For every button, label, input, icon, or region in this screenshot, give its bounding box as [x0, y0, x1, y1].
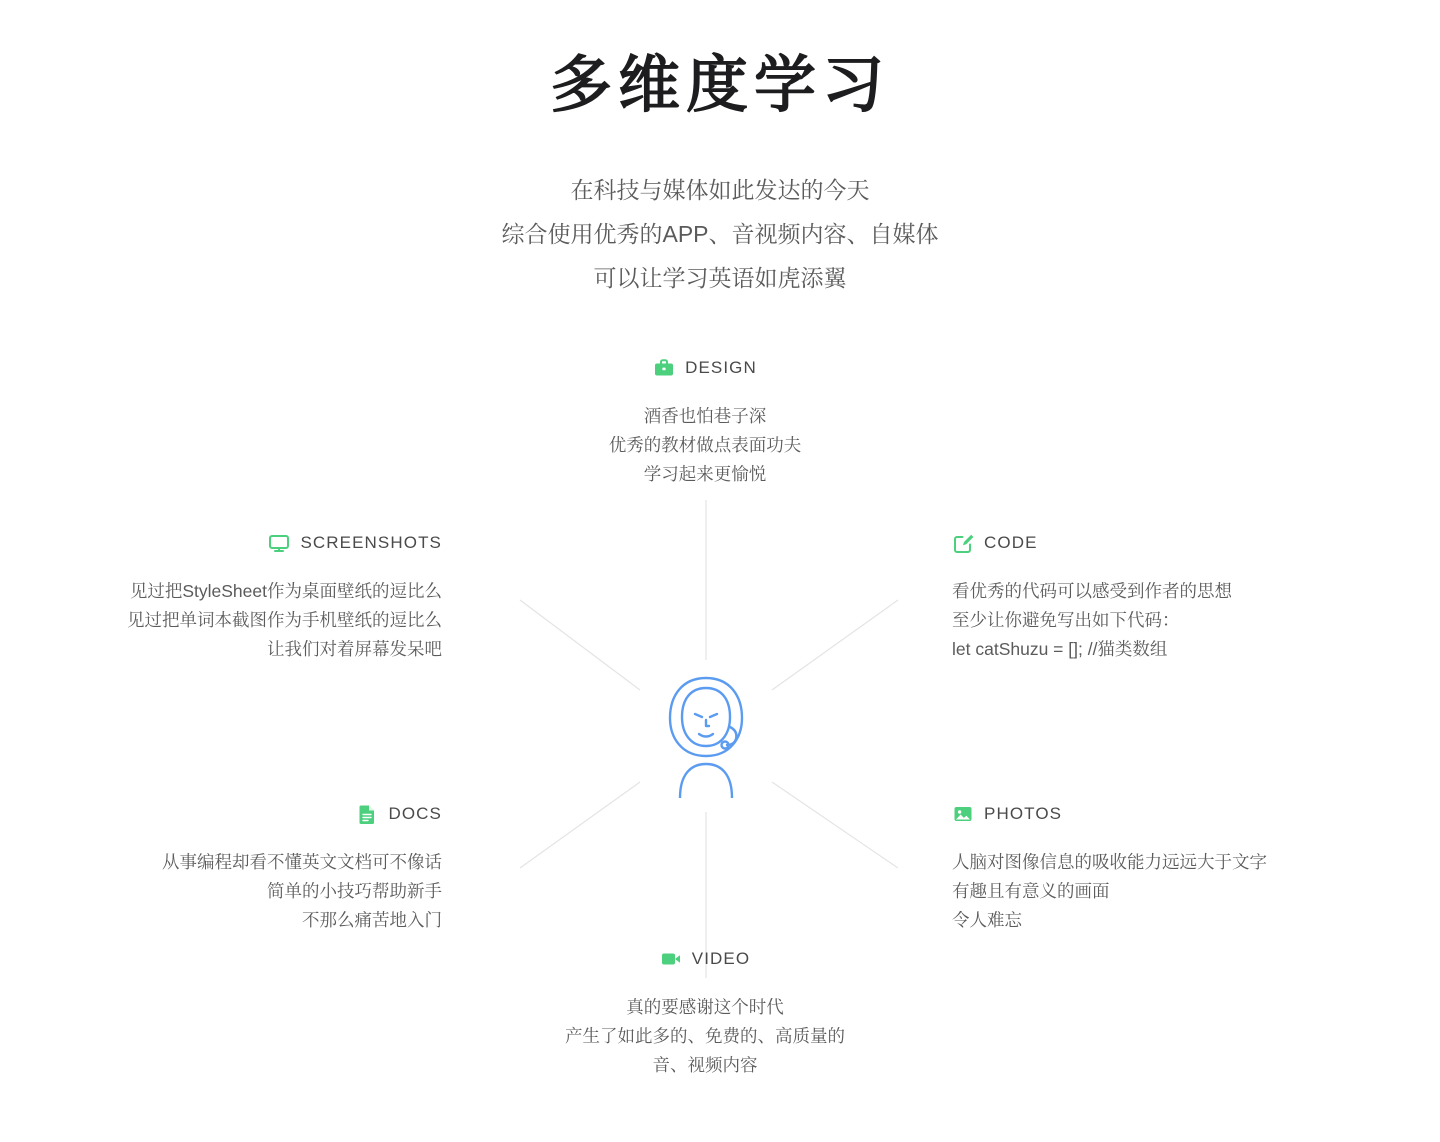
block-line: 从事编程却看不懂英文文档可不像话: [162, 852, 442, 872]
block-line: 优秀的教材做点表面功夫: [608, 435, 802, 455]
block-body-design: [490, 402, 920, 489]
block-header-photos: [952, 802, 1382, 826]
monitor-icon: [268, 532, 290, 554]
block-label-screenshots: SCREENSHOTS: [300, 533, 442, 552]
page-subtitle-line: 可以让学习英语如虎添翼: [593, 265, 847, 291]
block-label-design: DESIGN: [685, 358, 757, 377]
block-label-code: CODE: [984, 533, 1038, 552]
image-icon: [952, 803, 974, 825]
briefcase-icon: [653, 357, 675, 379]
feature-block-video: [490, 947, 920, 1080]
block-line: 学习起来更愉悦: [643, 464, 767, 484]
block-line: 产生了如此多的、免费的、高质量的: [565, 1026, 845, 1046]
block-header-design: [490, 356, 920, 380]
page-subtitle-line: 综合使用优秀的APP、音视频内容、自媒体: [501, 221, 939, 247]
edit-square-icon: [952, 532, 974, 554]
feature-block-docs: [30, 802, 442, 935]
feature-block-code: [952, 531, 1382, 664]
block-line: 真的要感谢这个时代: [626, 997, 784, 1017]
page-subtitle: [0, 168, 1440, 300]
astronaut-avatar-icon: [650, 672, 762, 798]
page-title: 多维度学习: [549, 52, 890, 120]
block-label-video: VIDEO: [691, 949, 751, 968]
block-header-video: [490, 947, 920, 971]
block-line: 不那么痛苦地入门: [302, 910, 442, 930]
block-line: 简单的小技巧帮助新手: [267, 881, 442, 901]
block-line: let catShuzu = []; //猫类数组: [952, 639, 1168, 659]
block-body-screenshots: [30, 577, 442, 664]
block-line: 看优秀的代码可以感受到作者的思想: [952, 581, 1232, 601]
block-line: 音、视频内容: [652, 1055, 758, 1075]
block-header-screenshots: [30, 531, 442, 555]
block-line: 至少让你避免写出如下代码：: [952, 610, 1180, 630]
block-body-video: [490, 993, 920, 1080]
block-line: 酒香也怕巷子深: [643, 406, 767, 426]
block-line: 人脑对图像信息的吸收能力远远大于文字: [952, 852, 1267, 872]
page-subtitle-line: 在科技与媒体如此发达的今天: [570, 177, 870, 203]
block-line: 有趣且有意义的画面: [952, 881, 1110, 901]
block-line: 见过把单词本截图作为手机壁纸的逗比么: [127, 610, 442, 630]
block-line: 令人难忘: [952, 910, 1022, 930]
block-header-docs: [30, 802, 442, 826]
feature-block-photos: [952, 802, 1382, 935]
block-header-code: [952, 531, 1382, 555]
block-label-photos: PHOTOS: [984, 804, 1063, 823]
block-body-photos: [952, 848, 1382, 935]
document-icon: [356, 803, 378, 825]
block-body-docs: [30, 848, 442, 935]
feature-block-design: [490, 356, 920, 489]
block-line: 见过把StyleSheet作为桌面壁纸的逗比么: [129, 581, 442, 601]
video-camera-icon: [660, 948, 682, 970]
block-label-docs: DOCS: [388, 804, 442, 823]
block-line: 让我们对着屏幕发呆吧: [267, 639, 442, 659]
block-body-code: [952, 577, 1382, 664]
feature-block-screenshots: [30, 531, 442, 664]
